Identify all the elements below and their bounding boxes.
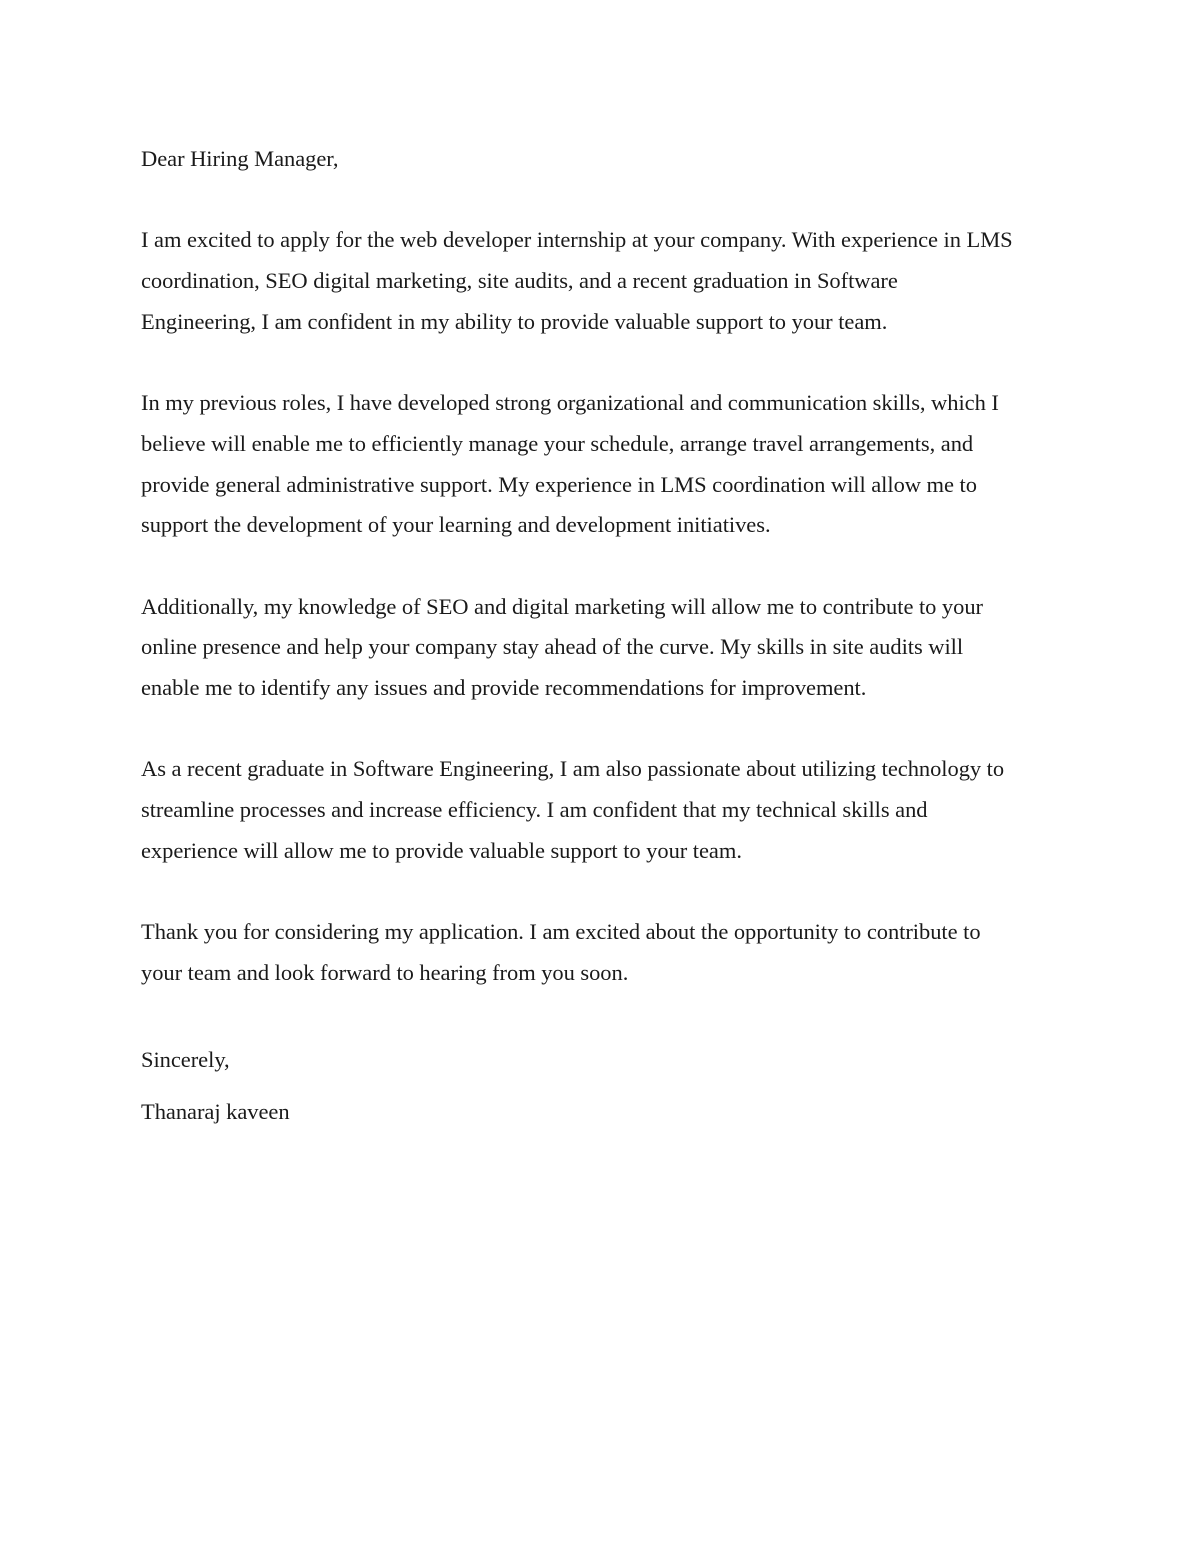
paragraph-line: believe will enable me to efficiently manage your schedule, arrange travel arrangements, and [141, 430, 974, 456]
paragraph-line: Thank you for considering my application. I am excited about the opportunity to contribute to [141, 919, 981, 945]
salutation-text: Dear Hiring Manager, [141, 146, 339, 171]
paragraph-line: experience will allow me to provide valuable support to your team. [141, 837, 742, 863]
closing-text: Sincerely, [141, 1047, 230, 1073]
paragraph-1 [141, 220, 1066, 342]
salutation [141, 139, 1066, 180]
signature-name: Thanaraj kaveen [141, 1099, 290, 1125]
paragraph-line: In my previous roles, I have developed strong organizational and communication skills, which I [141, 390, 999, 416]
paragraph-line: online presence and help your company stay ahead of the curve. My skills in site audits will [141, 634, 964, 660]
paragraph-line: As a recent graduate in Software Engineering, I am also passionate about utilizing technology to [141, 756, 1005, 782]
paragraph-line: Additionally, my knowledge of SEO and digital marketing will allow me to contribute to your [141, 593, 983, 619]
paragraph-line: support the development of your learning and development initiatives. [141, 512, 771, 538]
paragraph-5 [141, 912, 1066, 993]
paragraph-2 [141, 383, 1066, 546]
paragraph-4 [141, 749, 1066, 871]
paragraph-line: coordination, SEO digital marketing, site audits, and a recent graduation in Software [141, 268, 898, 294]
paragraph-line: enable me to identify any issues and provide recommendations for improvement. [141, 675, 867, 701]
closing-block [141, 1034, 1066, 1138]
paragraph-3 [141, 587, 1066, 709]
paragraph-line: streamline processes and increase efficiency. I am confident that my technical skills and [141, 797, 928, 823]
paragraph-line: your team and look forward to hearing from you soon. [141, 959, 629, 985]
paragraph-line: Engineering, I am confident in my ability to provide valuable support to your team. [141, 308, 888, 334]
cover-letter [141, 139, 1066, 1138]
paragraph-line: I am excited to apply for the web developer internship at your company. With experience in LMS [141, 227, 1013, 253]
paragraph-line: provide general administrative support. My experience in LMS coordination will allow me to [141, 471, 977, 497]
